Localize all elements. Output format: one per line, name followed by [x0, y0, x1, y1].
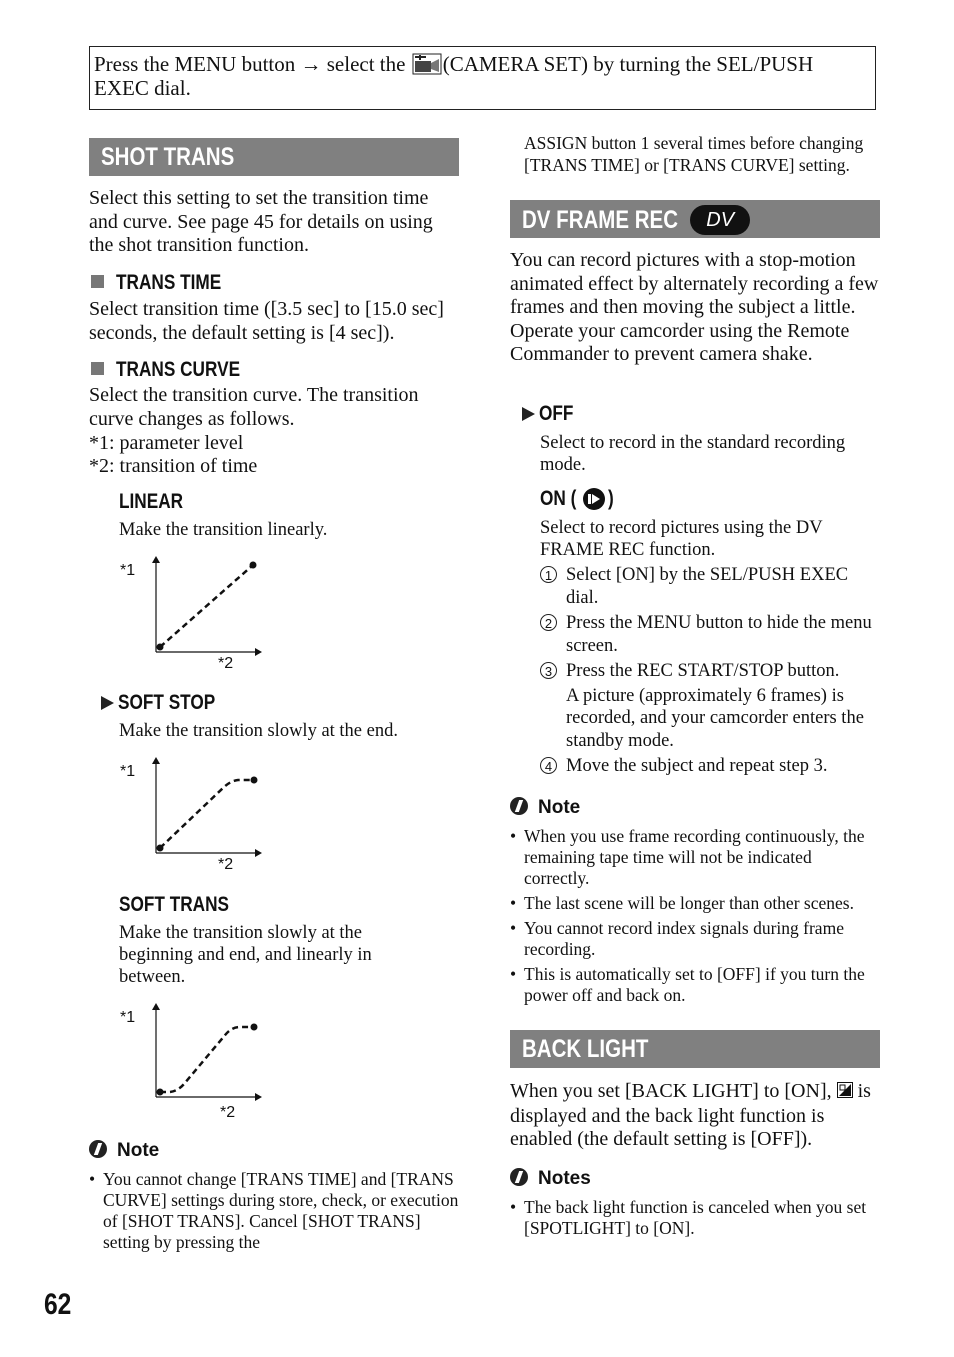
instruction-box	[89, 46, 876, 110]
shot-trans-intro: Select this setting to set the transition time and curve. See page 45 for details on using the shot transition function.	[89, 187, 433, 256]
svg-text:*2: *2	[220, 1104, 236, 1121]
legend-transition-of-time: *2: transition of time	[89, 455, 258, 477]
trans-time-text: Select transition time ([3.5 sec] to [15.0 sec] seconds, the default setting is [4 sec]).	[89, 298, 444, 344]
list-item: 4 Move the subject and repeat step 3.	[540, 755, 880, 778]
list-item: • This is automatically set to [OFF] if you turn the power off and back on.	[510, 964, 880, 1006]
step-3-detail: A picture (approximately 6 frames) is recorded, and your camcorder enters the standby mode.	[566, 685, 864, 751]
svg-text:*2: *2	[218, 856, 234, 873]
soft-stop-heading: SOFT STOP	[101, 691, 237, 717]
section-title: SHOT TRANS	[101, 143, 235, 171]
note-icon	[510, 797, 528, 815]
camera-set-icon	[412, 53, 442, 75]
back-light-text: When you set [BACK LIGHT] to [ON], is displayed and the back light function is enabled (the default setting is [OFF]).	[510, 1080, 871, 1150]
list-item: • The back light function is canceled when you set [SPOTLIGHT] to [ON].	[510, 1197, 880, 1239]
dv-frame-rec-note-heading: Note	[510, 797, 580, 819]
list-item: • You cannot change [TRANS TIME] and [TRANS CURVE] settings during store, check, or execution of [SHOT TRANS]. Cancel [SHOT TRANS] setting by pressing the	[89, 1169, 459, 1253]
graph-y-label: *1	[120, 562, 136, 579]
soft-trans-heading: SOFT TRANS	[119, 893, 230, 916]
back-light-notes-list	[510, 1197, 880, 1243]
default-setting-marker-icon	[522, 407, 535, 421]
note-icon	[89, 1140, 107, 1158]
section-header-back-light	[510, 1030, 880, 1068]
off-heading: OFF	[522, 402, 581, 428]
square-bullet-icon	[91, 275, 104, 288]
list-item: • The last scene will be longer than other scenes.	[510, 893, 880, 914]
back-light-icon	[837, 1081, 853, 1105]
trans-time-heading: TRANS TIME	[91, 271, 244, 297]
soft-trans-text: Make the transition slowly at the beginning and end, and linearly in between.	[119, 923, 372, 987]
section-title: BACK LIGHT	[522, 1035, 649, 1063]
svg-text:*1: *1	[120, 763, 136, 780]
soft-trans-curve-graph	[118, 1002, 278, 1127]
dv-frame-rec-intro: You can record pictures with a stop-motion animated effect by alternately recording a few frames and then moving the subject a little. Operate your camcorder using the Remote Commander to prevent camera shake.	[510, 249, 879, 365]
section-title: DV FRAME REC	[522, 206, 679, 235]
legend-parameter-level: *1: parameter level	[89, 432, 244, 454]
page-number: 62	[44, 1288, 72, 1321]
instruction-text-post: (CAMERA SET) by turning the SEL/PUSH EXEC dial.	[94, 52, 814, 100]
svg-text:*1: *1	[120, 1009, 136, 1026]
dv-badge: DV	[690, 205, 750, 235]
on-text: Select to record pictures using the DV FRAME REC function.	[540, 518, 823, 560]
linear-text: Make the transition linearly.	[119, 520, 328, 540]
soft-stop-text: Make the transition slowly at the end.	[119, 721, 398, 741]
list-item: • You cannot record index signals during frame recording.	[510, 918, 880, 960]
shot-trans-note-continued: ASSIGN button 1 several times before changing [TRANS TIME] or [TRANS CURVE] setting.	[524, 133, 864, 175]
default-setting-marker-icon	[101, 696, 114, 710]
off-text: Select to record in the standard recording mode.	[540, 433, 846, 475]
back-light-notes-heading: Notes	[510, 1168, 591, 1190]
linear-curve-graph	[118, 555, 278, 680]
dv-frame-rec-note-list	[510, 826, 880, 1010]
shot-trans-note-list	[89, 1169, 459, 1257]
section-header-dv-frame-rec	[510, 200, 880, 238]
square-bullet-icon	[91, 362, 104, 375]
soft-stop-curve-graph	[118, 756, 278, 881]
graph-x-label: *2	[218, 655, 234, 672]
trans-curve-text: Select the transition curve. The transition curve changes as follows.	[89, 384, 419, 430]
section-header-shot-trans	[89, 138, 459, 176]
trans-curve-heading: TRANS CURVE	[91, 358, 267, 384]
linear-heading: LINEAR	[119, 490, 184, 513]
on-steps-list	[540, 564, 880, 781]
note-icon	[510, 1168, 528, 1186]
list-item: 2 Press the MENU button to hide the menu screen.	[540, 612, 880, 657]
list-item: 1 Select [ON] by the SEL/PUSH EXEC dial.	[540, 564, 880, 609]
shot-trans-note-heading: Note	[89, 1140, 159, 1162]
list-item: • When you use frame recording continuously, the remaining tape time will not be indicated correctly.	[510, 826, 880, 889]
frame-rec-icon	[582, 487, 606, 521]
instruction-text-pre: Press the MENU button → select the	[94, 52, 406, 76]
list-item: 3 Press the REC START/STOP button. A picture (approximately 6 frames) is recorded, and your camcorder enters the standby mode.	[540, 660, 880, 752]
on-heading: ON ( )	[540, 487, 615, 515]
